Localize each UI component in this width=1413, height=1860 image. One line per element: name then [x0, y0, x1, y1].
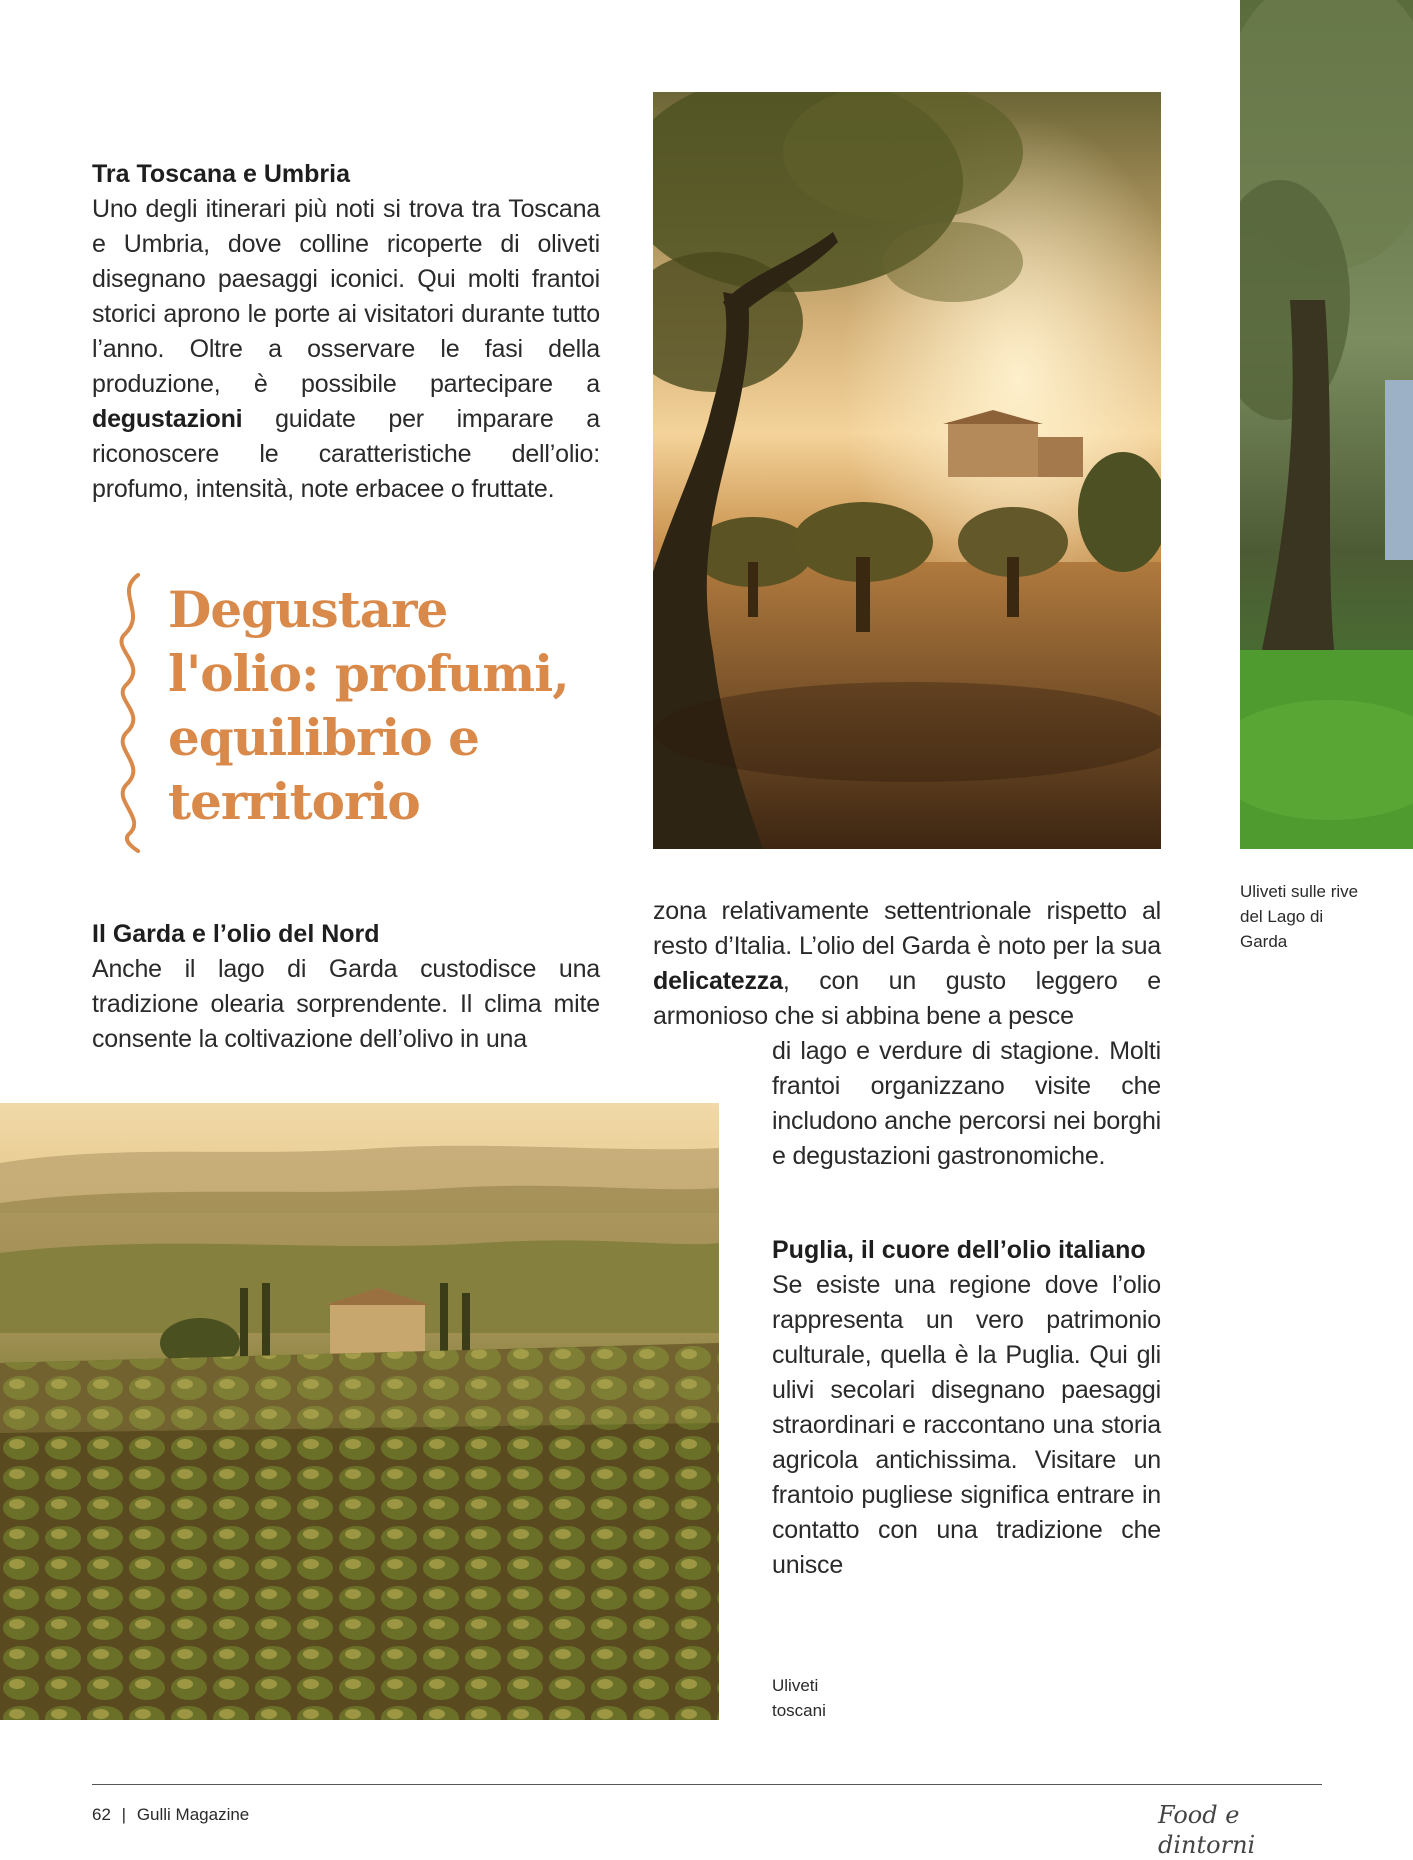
magazine-name: Gulli Magazine: [136, 1805, 250, 1824]
pull-quote-bracket: [118, 573, 148, 853]
bold-degustazioni: degustazioni: [92, 405, 243, 433]
section-toscana-umbria: [92, 157, 600, 507]
section-puglia: [772, 1233, 1161, 1583]
photo-olive-tree-sunset: [653, 92, 1161, 849]
section-body-puglia: Se esiste una regione dove l’olio rappresenta un vero patrimonio culturale, quella è la Puglia. Qui gli ulivi secolari disegnano paesaggi straordinari e raccontano una storia agricola antichissima. Visitare un frantoio pugliese significa entrare in contatto con una tradizione che unisce: [772, 1271, 1161, 1579]
footer-separator: |: [121, 1805, 127, 1824]
section-body-garda-col2: zona relativamente settentrionale rispetto al resto d’Italia. L’olio del Garda è noto per la sua delicatezza, con un gusto leggero e armonioso che si abbina bene a pesce: [653, 897, 1161, 1030]
pull-quote-line: territorio: [168, 772, 420, 831]
footer-section-name: Food e dintorni: [1158, 1801, 1256, 1859]
section-body-garda-narrow: di lago e verdure di stagione. Molti frantoi organizzano visite che includono anche percorsi nei borghi e degustazioni gastronomiche.: [772, 1037, 1161, 1170]
section-body-garda-col1: Anche il lago di Garda custodisce una tradizione olearia sorprendente. Il clima mite consente la coltivazione dell’olivo in una: [92, 955, 600, 1053]
page-number: 62: [92, 1805, 111, 1824]
footer-left: [92, 1804, 249, 1826]
section-heading-garda: Il Garda e l’olio del Nord: [92, 920, 380, 948]
section-garda-col1: [92, 917, 600, 1057]
footer-rule: [92, 1784, 1322, 1785]
section-garda-col2-narrow: [772, 1034, 1161, 1174]
section-garda-col2: [653, 894, 1161, 1034]
section-heading-toscana: Tra Toscana e Umbria: [92, 160, 350, 188]
section-body-toscana: Uno degli itinerari più noti si trova tra Toscana e Umbria, dove colline ricoperte di oliveti disegnano paesaggi iconici. Qui molti frantoi storici aprono le porte ai visitatori durante tutto l’anno. Oltre a osservare le fasi della produzione, è possibile partecipare a degustazioni guidate per imparare a riconoscere le caratteristiche dell’olio: profumo, intensità, note erbacee o fruttate.: [92, 195, 600, 503]
pull-quote-line: Degustare: [168, 580, 448, 639]
caption-garda: Uliveti sulle rive del Lago di Garda: [1240, 882, 1359, 951]
caption-tuscany: Uliveti toscani: [772, 1676, 826, 1720]
pull-quote: [168, 578, 608, 834]
pull-quote-line: l'olio: profumi,: [168, 644, 569, 703]
bold-delicatezza: delicatezza: [653, 967, 783, 995]
section-heading-puglia: Puglia, il cuore dell’olio italiano: [772, 1236, 1146, 1264]
pull-quote-line: equilibrio e: [168, 708, 479, 767]
photo-garda-olive-trees: [1240, 0, 1413, 849]
photo-tuscan-olive-grove: [0, 1103, 719, 1720]
